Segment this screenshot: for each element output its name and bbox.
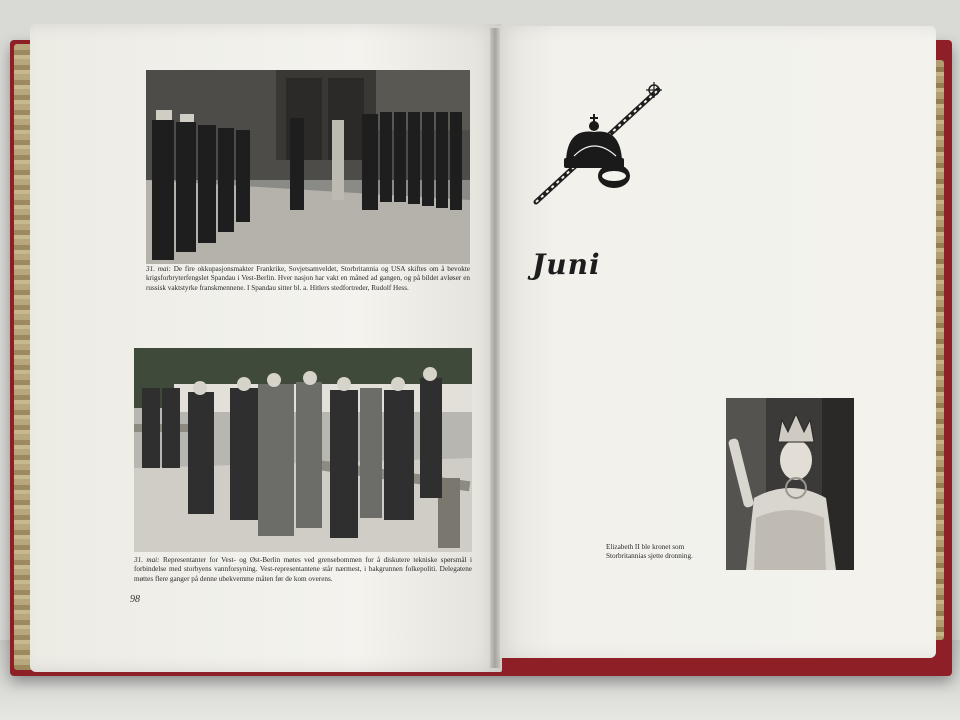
page-number: 98 (130, 594, 140, 605)
coronation-photo (726, 398, 854, 570)
spandau-caption-date: 31. mai: (146, 265, 171, 273)
border-caption-text: Representanter for Vest- og Øst-Berlin møtes ved grensebommen for å diskutere tekniske spørsmål i forbindelse med storbyens vannforsyning. Vest-representantene står nærmest, i bakgrunnen folkepoliti. Delegatene møttes flere ganger på denne ubekvemme måten før de kom overens. (134, 556, 473, 583)
month-title: Juni (532, 248, 601, 281)
border-caption (134, 556, 472, 584)
spandau-caption-text: De fire okkupasjonsmakter Frankrike, Sovjetsamveldet, Storbritannia og USA skiftes om å bevokte krigsforbryterfengslet Spandau i Vest-Berlin. Hver nasjon har vakt en måned ad gangen, og på bildet avløser en russisk vaktstyrke franskmennene. I Spandau sitter bl. a. Hitlers stedfortreder, Rudolf Hess. (146, 265, 470, 292)
spandau-caption (146, 265, 470, 293)
coronation-caption: Elizabeth II ble kronet som Storbritannias sjette dronning. (606, 543, 693, 561)
crown-and-sceptre-icon (528, 76, 668, 221)
border-caption-date: 31. mai: (134, 556, 160, 564)
berlin-border-photo (134, 348, 472, 552)
spandau-guard-photo (146, 70, 470, 264)
book-gutter (490, 28, 500, 668)
